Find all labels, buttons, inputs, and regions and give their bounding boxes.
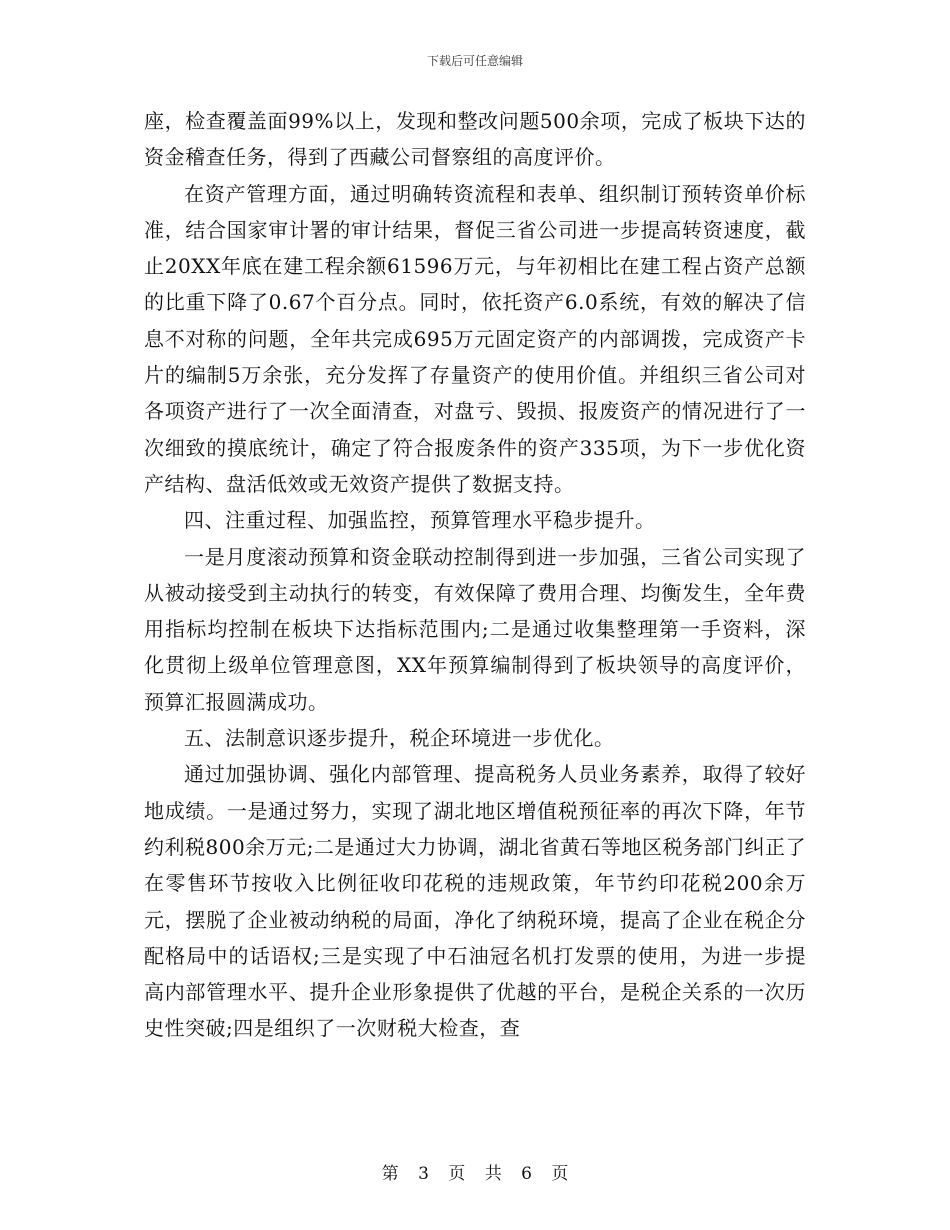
- footer-page-number: 3: [418, 1164, 429, 1184]
- paragraph-2: 在资产管理方面，通过明确转资流程和表单、组织制订预转资单价标准，结合国家审计署的审计结果，督促三省公司进一步提高转资速度，截止20XX年底在建工程余额61596万元，与年初相比在建工程占资产总额的比重下降了0.67个百分点。同时，依托资产6.0系统，有效的解决了信息不对称的问题，全年共完成695万元固定资产的内部调拨，完成资产卡片的编制5万余张，充分发挥了存量资产的使用价值。并组织三省公司对各项资产进行了一次全面清查，对盘亏、毁损、报废资产的情况进行了一次细致的摸底统计，确定了符合报废条件的资产335项，为下一步优化资产结构、盘活低效或无效资产提供了数据支持。: [144, 181, 806, 496]
- footer-page-word: 页: [448, 1164, 466, 1184]
- footer-total-word: 共: [484, 1164, 502, 1184]
- footer-total-pages: 6: [521, 1164, 532, 1184]
- paragraph-4: 通过加强协调、强化内部管理、提高税务人员业务素养，取得了较好地成绩。一是通过努力，实现了湖北地区增值税预征率的再次下降，年节约利税800余万元;二是通过大力协调，湖北省黄石等地区税务部门纠正了在零售环节按收入比例征收印花税的违规政策，年节约印花税200余万元，摆脱了企业被动纳税的局面，净化了纳税环境，提高了企业在税企分配格局中的话语权;三是实现了中石油冠名机打发票的使用，为进一步提高内部管理水平、提升企业形象提供了优越的平台，是税企关系的一次历史性突破;四是组织了一次财税大检查，查: [144, 762, 806, 1041]
- page-header-note: 下载后可任意编辑: [426, 54, 523, 68]
- paragraph-1: 座，检查覆盖面99%以上，发现和整改问题500余项，完成了板块下达的资金稽查任务，得到了西藏公司督察组的高度评价。: [144, 109, 806, 170]
- paragraph-3: 一是月度滚动预算和资金联动控制得到进一步加强，三省公司实现了从被动接受到主动执行的转变，有效保障了费用合理、均衡发生，全年费用指标均控制在板块下达指标范围内;二是通过收集整理第一手资料，深化贯彻上级单位管理意图，XX年预算编制得到了板块领导的高度评价，预算汇报圆满成功。: [144, 544, 806, 714]
- section-heading-5: 五、法制意识逐步提升，税企环境进一步优化。: [184, 726, 615, 751]
- footer-prefix: 第: [381, 1164, 399, 1184]
- footer-suffix: 页: [551, 1164, 569, 1184]
- page-footer: [0, 1159, 950, 1184]
- section-heading-4: 四、注重过程、加强监控，预算管理水平稳步提升。: [184, 508, 656, 533]
- document-body: [144, 103, 806, 1047]
